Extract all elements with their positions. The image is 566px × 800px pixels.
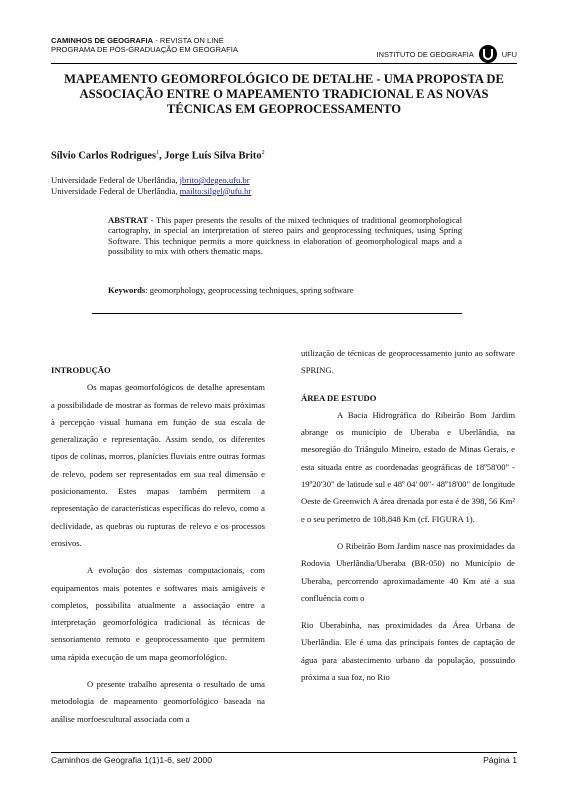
author-2-sup: 2 (261, 150, 265, 156)
affiliation-2 (51, 186, 251, 197)
abstract-label: ABSTRAT (108, 215, 148, 225)
left-column (51, 345, 265, 728)
study-area-heading: ÁREA DE ESTUDO (301, 392, 377, 403)
intro-paragraph-3: O presente trabalho apresenta o resultado de uma metodologia de mapeamento geomorfológico baseada na análise morfoescultural associada com a (51, 679, 265, 724)
journal-name: CAMINHOS DE GEOGRAFIA (51, 36, 154, 45)
author-1: Sílvio Carlos Rodrigues (51, 150, 157, 162)
institute-block (377, 44, 517, 64)
ufu-logo-icon (478, 44, 498, 64)
author-line (51, 150, 265, 161)
author-2: Jorge Luís Silva Brito (164, 150, 262, 162)
author-separator: , (159, 150, 165, 162)
footer-citation: Caminhos de Geografia 1(1)1-6, set/ 2000 (51, 755, 212, 765)
keywords-text: : geomorphology, geoprocessing techniques, spring software (145, 285, 354, 295)
study-area-paragraph-1: A Bacia Hidrográfica do Ribeirão Bom Jardim abrange os município de Uberaba e Uberlândia, na mesoregião do Triângulo Mineiro, estado de Minas Gerais, e esta situada entre as coordenadas geográficas de 18º58'00" - 19º20'30" de latitude sul e 48º 04' 00"- 48º18'00" de longitude Oeste de Greenwich A área drenada por esta é de 398, 56 Km² e o seu perímetro de 108,848 Km (cf. FIGURA 1). (301, 409, 515, 524)
keywords (108, 285, 462, 295)
abstract-rule (92, 313, 462, 314)
affiliation-1-email-link[interactable]: jbrito@degeo.ufu.br (179, 175, 250, 185)
footer-rule (51, 752, 517, 753)
program-line: PROGRAMA DE PÓS-GRADUAÇÃO EM GEOGRAFIA (51, 45, 238, 54)
author-1-sup: 1 (156, 150, 160, 156)
affiliation-1-text: Universidade Federal de Uberlândia, (51, 175, 180, 185)
introduction-heading: INTRODUÇÃO (51, 365, 111, 375)
intro-paragraph-2: A evolução dos sistemas computacionais, com equipamentos mais potentes e softwares mais amigáveis e completos, possibilita atualmente a associação entre a interpretação geomorfológica tradicional às técnicas de sensoriamento remoto e geoprocessamento que permitem uma rápida execução de um mapa geomorfológico. (51, 565, 265, 662)
header-rule (51, 63, 517, 64)
journal-subtitle: - REVISTA ON LINE (153, 36, 224, 45)
affiliation-2-text: Universidade Federal de Uberlândia, (51, 185, 180, 196)
page-header (51, 36, 517, 66)
abstract-text: - This paper presents the results of the mixed techniques of traditional geomorphological cartography, in special an interpretation of stereo pairs and geoprocessing techniques, using Spring Software. This technique permits a more quickness in elaboration of geomorphological maps and a possibility to mix with others thematic maps. (108, 215, 462, 257)
page-number: Página 1 (483, 755, 517, 765)
right-column (301, 345, 515, 686)
affiliations (51, 175, 251, 196)
right-paragraph-continued: utilização de técnicas de geoprocessamento junto ao software SPRING. (301, 348, 515, 376)
intro-paragraph-1: Os mapas geomorfológicos de detalhe apresentam a possibilidade de mostrar as formas de relevo mais próximas à percepção visual humana em função de sua escala de generalização e representação. Assim sendo, os diferentes tipos de colinas, morros, planícies fluviais entre outras formas de relevo, podem ser representados em sua real dimensão e posicionamento. Estes mapas também permitem a representação de características específicas do relevo, como a declividade, as quebras ou rupturas de relevo e os processos erosivos. (51, 382, 265, 548)
study-area-paragraph-2: O Ribeirão Bom Jardim nasce nas proximidades da Rodovia Uberlândia/Uberaba (BR-050) no Município de Uberaba, percorrendo aproximadamente 40 Km até a sua confluência com o (301, 540, 515, 603)
university-name: UFU (501, 49, 517, 59)
study-area-paragraph-3: Rio Uberabinha, nas proximidades da Área Urbana de Uberlândia. Ele é uma das principais fontes de captação de água para abastecimento urbano da população, possuindo próxima a sua foz, no Rio (301, 620, 515, 683)
paper-title: MAPEAMENTO GEOMORFOLÓGICO DE DETALHE - UMA PROPOSTA DE ASSOCIAÇÃO ENTRE O MAPEAMENTO TRADICIONAL E AS NOVAS TÉCNICAS EM GEOPROCESSAMENTO (64, 72, 504, 116)
abstract (108, 215, 462, 257)
institute-name: INSTITUTO DE GEOGRAFIA (376, 49, 474, 59)
page-footer (51, 755, 517, 765)
keywords-label: Keywords (108, 285, 146, 295)
affiliation-1 (51, 175, 251, 186)
affiliation-2-email-link[interactable]: mailto:silgel@ufu.br (179, 185, 252, 196)
